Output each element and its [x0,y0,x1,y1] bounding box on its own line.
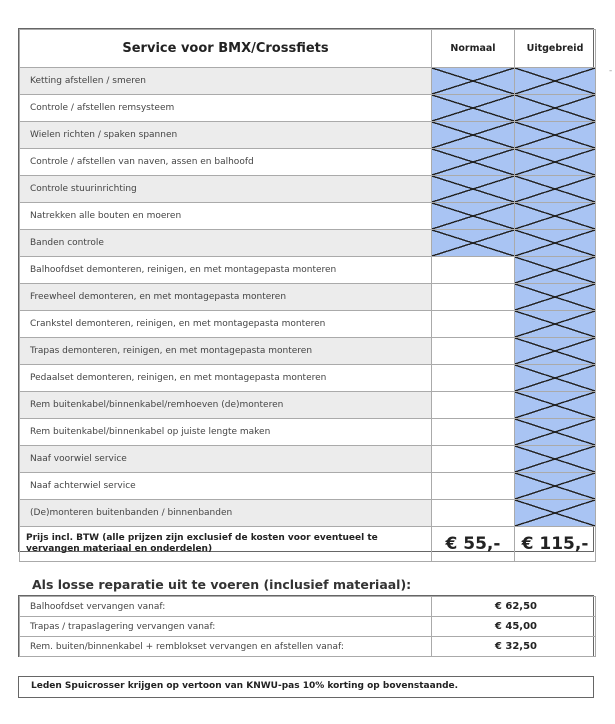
check-cross-mark-uitgebreid [515,257,596,284]
service-label: Rem buitenkabel/binnenkabel/remhoeven (de)monteren [20,392,432,419]
service-label: Wielen richten / spaken spannen [20,122,432,149]
service-label: Controle / afstellen remsysteem [20,95,432,122]
member-discount-note: Leden Spuicrosser krijgen op vertoon van KNWU-pas 10% korting op bovenstaande. [18,676,594,698]
repair-label: Rem. buiten/binnenkabel + remblokset vervangen en afstellen vanaf: [20,637,432,657]
table-row [20,419,596,446]
check-cross-mark-normaal [432,68,515,95]
check-cross-mark-normaal [432,95,515,122]
check-cross-mark-normaal [432,203,515,230]
check-cross-mark-normaal [432,176,515,203]
table-row [20,311,596,338]
losse-reparatie-rows [20,597,596,657]
check-cross-mark-uitgebreid [515,500,596,527]
check-cross-mark-uitgebreid [515,122,596,149]
table-row [20,637,596,657]
check-cross-mark-normaal [432,122,515,149]
empty-cell-normaal [432,284,515,311]
check-cross-mark-uitgebreid [515,473,596,500]
table-row [20,338,596,365]
check-cross-mark-uitgebreid [515,230,596,257]
margin-mark: - [609,66,613,76]
check-cross-mark-uitgebreid [515,284,596,311]
column-header-normaal: Normaal [432,30,515,68]
service-label: Naaf achterwiel service [20,473,432,500]
table-title: Service voor BMX/Crossfiets [20,30,432,68]
service-label: Ketting afstellen / smeren [20,68,432,95]
empty-cell-normaal [432,419,515,446]
repair-price: € 32,50 [432,637,596,657]
table-row [20,257,596,284]
check-cross-mark-uitgebreid [515,311,596,338]
check-cross-mark-uitgebreid [515,419,596,446]
table-row [20,392,596,419]
check-cross-mark-uitgebreid [515,365,596,392]
check-cross-mark-normaal [432,230,515,257]
table-row [20,95,596,122]
service-label: Crankstel demonteren, reinigen, en met montagepasta monteren [20,311,432,338]
empty-cell-normaal [432,500,515,527]
repair-label: Balhoofdset vervangen vanaf: [20,597,432,617]
check-cross-mark-uitgebreid [515,338,596,365]
service-label: (De)monteren buitenbanden / binnenbanden [20,500,432,527]
check-cross-mark-uitgebreid [515,176,596,203]
service-label: Banden controle [20,230,432,257]
losse-reparatie-table [18,595,594,657]
column-header-uitgebreid: Uitgebreid [515,30,596,68]
empty-cell-normaal [432,257,515,284]
service-label: Natrekken alle bouten en moeren [20,203,432,230]
table-row [20,284,596,311]
empty-cell-normaal [432,473,515,500]
table-row [20,176,596,203]
service-label: Trapas demonteren, reinigen, en met montagepasta monteren [20,338,432,365]
repair-price: € 45,00 [432,617,596,637]
service-label: Rem buitenkabel/binnenkabel op juiste lengte maken [20,419,432,446]
check-cross-mark-uitgebreid [515,68,596,95]
table-row [20,446,596,473]
check-cross-mark-uitgebreid [515,149,596,176]
check-cross-mark-uitgebreid [515,95,596,122]
service-label: Balhoofdset demonteren, reinigen, en met montagepasta monteren [20,257,432,284]
table-row [20,500,596,527]
table-row [20,230,596,257]
service-label: Pedaalset demonteren, reinigen, en met montagepasta monteren [20,365,432,392]
repair-price: € 62,50 [432,597,596,617]
table-row [20,597,596,617]
table-row [20,617,596,637]
service-label: Naaf voorwiel service [20,446,432,473]
service-label: Freewheel demonteren, en met montagepasta monteren [20,284,432,311]
price-uitgebreid: € 115,- [515,527,596,562]
service-label: Controle stuurinrichting [20,176,432,203]
repair-label: Trapas / trapaslagering vervangen vanaf: [20,617,432,637]
check-cross-mark-uitgebreid [515,446,596,473]
empty-cell-normaal [432,446,515,473]
empty-cell-normaal [432,338,515,365]
price-normaal: € 55,- [432,527,515,562]
table-row [20,365,596,392]
service-label: Controle / afstellen van naven, assen en balhoofd [20,149,432,176]
price-label: Prijs incl. BTW (alle prijzen zijn exclusief de kosten voor eventueel te vervangen materiaal en onderdelen) [20,527,432,562]
table-row [20,149,596,176]
service-table [18,28,594,552]
empty-cell-normaal [432,365,515,392]
table-row [20,122,596,149]
losse-reparatie-title: Als losse reparatie uit te voeren (inclusief materiaal): [32,577,412,592]
check-cross-mark-uitgebreid [515,203,596,230]
check-cross-mark-normaal [432,149,515,176]
table-row [20,68,596,95]
price-row [20,527,596,562]
empty-cell-normaal [432,311,515,338]
service-rows [20,68,596,527]
table-row [20,203,596,230]
check-cross-mark-uitgebreid [515,392,596,419]
empty-cell-normaal [432,392,515,419]
table-row [20,473,596,500]
